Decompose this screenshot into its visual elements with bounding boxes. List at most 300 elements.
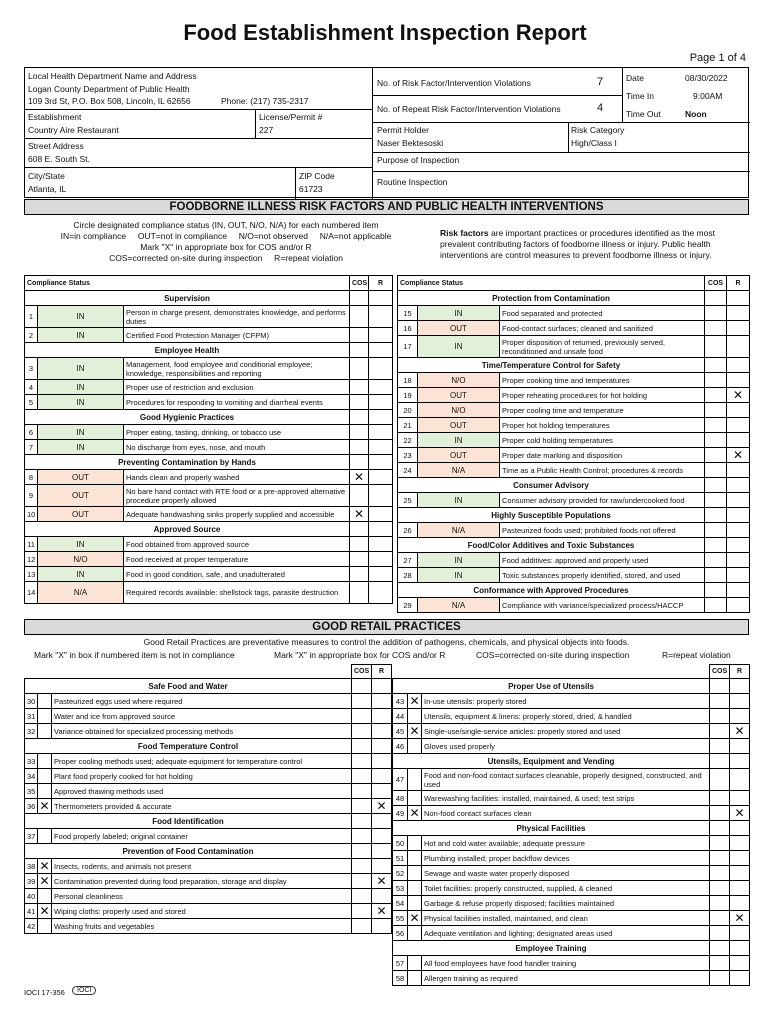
repeat-checkbox[interactable] xyxy=(369,328,393,343)
compliance-status[interactable]: N/O xyxy=(38,552,124,567)
item-number: 57 xyxy=(393,956,408,971)
repeat-checkbox[interactable] xyxy=(372,784,392,799)
cos-checkbox[interactable] xyxy=(710,739,730,754)
repeat-checkbox[interactable] xyxy=(369,582,393,604)
item-number: 22 xyxy=(398,433,418,448)
r-header: R xyxy=(369,276,393,291)
item-number: 25 xyxy=(398,493,418,508)
cos-header: COS xyxy=(710,665,730,679)
cos-checkbox[interactable] xyxy=(352,874,372,889)
repeat-checkbox[interactable] xyxy=(369,567,393,582)
repeat-checkbox[interactable] xyxy=(727,493,750,508)
item-number: 49 xyxy=(393,806,408,821)
compliance-status[interactable]: N/O xyxy=(418,403,500,418)
out-of-compliance-checkbox[interactable] xyxy=(408,739,422,754)
item-number: 8 xyxy=(25,470,38,485)
out-of-compliance-checkbox[interactable] xyxy=(408,851,422,866)
cos-checkbox[interactable] xyxy=(350,380,369,395)
r-header: R xyxy=(372,665,392,679)
item-number: 41 xyxy=(25,904,38,919)
item-description: Proper cooling methods used; adequate equipment for temperature control xyxy=(52,754,352,769)
cos-checkbox[interactable] xyxy=(352,754,372,769)
cos-checkbox[interactable] xyxy=(350,328,369,343)
repeat-checkbox[interactable] xyxy=(727,403,750,418)
repeat-checkbox[interactable] xyxy=(730,881,750,896)
repeat-checkbox[interactable] xyxy=(730,739,750,754)
compliance-status[interactable]: IN xyxy=(38,306,124,328)
cos-cell xyxy=(705,358,727,373)
repeat-checkbox[interactable] xyxy=(372,754,392,769)
repeat-checkbox[interactable] xyxy=(369,306,393,328)
cos-checkbox[interactable] xyxy=(350,425,369,440)
repeat-checkbox[interactable] xyxy=(730,769,750,791)
out-of-compliance-checkbox[interactable]: ✕ xyxy=(39,873,50,888)
cos-checkbox[interactable] xyxy=(710,866,730,881)
item-description: No discharge from eyes, nose, and mouth xyxy=(124,440,350,455)
repeat-checkbox[interactable] xyxy=(727,321,750,336)
section-heading: Preventing Contamination by Hands xyxy=(25,455,350,470)
out-of-compliance-checkbox[interactable]: ✕ xyxy=(39,798,50,813)
item-description: Person in charge present, demonstrates knowledge, and performs duties xyxy=(124,306,350,328)
section-heading: Good Hygienic Practices xyxy=(25,410,350,425)
cos-checkbox[interactable] xyxy=(710,724,730,739)
item-number: 56 xyxy=(393,926,408,941)
compliance-status[interactable]: N/A xyxy=(38,582,124,604)
zip-label: ZIP Code xyxy=(299,171,335,181)
item-number: 47 xyxy=(393,769,408,791)
cos-checkbox[interactable] xyxy=(710,709,730,724)
repeat-checkbox[interactable] xyxy=(372,919,392,934)
repeat-checkbox[interactable] xyxy=(730,836,750,851)
item-number: 28 xyxy=(398,568,418,583)
cos-checkbox[interactable] xyxy=(705,418,727,433)
cos-cell xyxy=(350,522,369,537)
out-of-compliance-checkbox[interactable] xyxy=(38,694,52,709)
compliance-status[interactable]: OUT xyxy=(418,388,500,403)
retail-left-table xyxy=(24,664,392,934)
time-in-label: Time In xyxy=(626,91,655,101)
item-number: 12 xyxy=(25,552,38,567)
out-of-compliance-checkbox[interactable] xyxy=(408,926,422,941)
r-cell xyxy=(372,739,392,754)
compliance-status[interactable]: OUT xyxy=(418,418,500,433)
risk-violations-label: No. of Risk Factor/Intervention Violations xyxy=(377,78,531,88)
compliance-status-header: Compliance Status xyxy=(398,276,705,291)
lhd-name: Logan County Department of Public Health xyxy=(28,84,190,94)
item-number: 15 xyxy=(398,306,418,321)
item-description: Allergen training as required xyxy=(422,971,710,986)
item-description: Proper cooking time and temperatures xyxy=(500,373,705,388)
repeat-checkbox[interactable] xyxy=(730,791,750,806)
repeat-checkbox[interactable]: ✕ xyxy=(730,911,750,926)
compliance-status[interactable]: IN xyxy=(418,336,500,358)
section-heading: Time/Temperature Control for Safety xyxy=(398,358,705,373)
item-description: Food additives: approved and properly used xyxy=(500,553,705,568)
item-number: 11 xyxy=(25,537,38,552)
repeat-checkbox[interactable]: ✕ xyxy=(727,388,750,403)
repeat-checkbox[interactable] xyxy=(372,829,392,844)
repeat-checkbox[interactable] xyxy=(372,694,392,709)
out-of-compliance-checkbox[interactable] xyxy=(38,709,52,724)
repeat-checkbox[interactable]: ✕ xyxy=(727,448,750,463)
out-of-compliance-checkbox[interactable] xyxy=(38,919,52,934)
repeat-checkbox[interactable]: ✕ xyxy=(372,874,392,889)
page-number: Page 1 of 4 xyxy=(689,52,746,64)
r-cell xyxy=(369,410,393,425)
r-cell xyxy=(369,291,393,306)
section-heading: Food/Color Additives and Toxic Substances xyxy=(398,538,705,553)
cos-checkbox[interactable] xyxy=(350,552,369,567)
section-heading: Highly Susceptible Populations xyxy=(398,508,705,523)
item-number: 50 xyxy=(393,836,408,851)
establishment-label: Establishment xyxy=(28,112,82,122)
compliance-status[interactable]: OUT xyxy=(418,321,500,336)
cos-header: COS xyxy=(350,276,369,291)
cos-checkbox[interactable]: ✕ xyxy=(350,507,369,522)
date-value: 08/30/2022 xyxy=(685,73,728,83)
intro-line-4: COS=corrected on-site during inspection R=repeat violation xyxy=(109,253,343,263)
out-of-compliance-checkbox[interactable] xyxy=(408,881,422,896)
cos-checkbox[interactable] xyxy=(710,769,730,791)
retail-intro-2c: COS=corrected on-site during inspection xyxy=(476,650,630,660)
repeat-checkbox[interactable] xyxy=(372,859,392,874)
cos-checkbox[interactable] xyxy=(710,896,730,911)
item-number: 32 xyxy=(25,724,38,739)
repeat-checkbox[interactable] xyxy=(727,306,750,321)
item-number: 1 xyxy=(25,306,38,328)
compliance-status[interactable]: N/A xyxy=(418,598,500,613)
repeat-checkbox[interactable] xyxy=(727,373,750,388)
repeat-checkbox[interactable] xyxy=(727,523,750,538)
repeat-checkbox[interactable] xyxy=(369,440,393,455)
item-number: 31 xyxy=(25,709,38,724)
cos-checkbox[interactable] xyxy=(705,336,727,358)
repeat-checkbox[interactable] xyxy=(369,470,393,485)
cos-cell xyxy=(710,821,730,836)
r-cell xyxy=(727,508,750,523)
repeat-checkbox[interactable] xyxy=(369,537,393,552)
compliance-status[interactable]: OUT xyxy=(38,485,124,507)
cos-checkbox[interactable] xyxy=(705,523,727,538)
compliance-status[interactable]: IN xyxy=(418,433,500,448)
repeat-checkbox[interactable] xyxy=(372,889,392,904)
compliance-status[interactable]: OUT xyxy=(418,448,500,463)
cos-checkbox[interactable] xyxy=(705,388,727,403)
repeat-checkbox[interactable] xyxy=(727,598,750,613)
repeat-checkbox[interactable] xyxy=(369,552,393,567)
cos-cell xyxy=(350,291,369,306)
cos-checkbox[interactable] xyxy=(710,971,730,986)
repeat-checkbox[interactable] xyxy=(727,463,750,478)
foodborne-right-table xyxy=(397,275,750,613)
compliance-status[interactable]: OUT xyxy=(38,470,124,485)
compliance-status[interactable]: N/A xyxy=(418,523,500,538)
out-of-compliance-checkbox[interactable] xyxy=(38,724,52,739)
compliance-status[interactable]: IN xyxy=(38,537,124,552)
item-description: Thermometers provided & accurate xyxy=(52,799,352,814)
out-of-compliance-checkbox[interactable]: ✕ xyxy=(409,805,420,820)
repeat-checkbox[interactable] xyxy=(369,485,393,507)
compliance-status[interactable]: IN xyxy=(38,425,124,440)
cos-checkbox[interactable] xyxy=(710,881,730,896)
lhd-address: 109 3rd St, P.O. Box 508, Lincoln, IL 62656 xyxy=(28,96,191,106)
retail-intro-2a: Mark "X" in box if numbered item is not in compliance xyxy=(34,650,235,660)
intro-line-3: Mark "X" in appropriate box for COS and/or R xyxy=(140,242,312,252)
r-cell xyxy=(369,522,393,537)
item-number: 42 xyxy=(25,919,38,934)
intro-line-2: IN=in compliance OUT=not in compliance N/O=not observed N/A=not applicable xyxy=(60,231,392,241)
cos-checkbox[interactable] xyxy=(352,709,372,724)
repeat-checkbox[interactable]: ✕ xyxy=(372,904,392,919)
out-of-compliance-checkbox[interactable] xyxy=(408,896,422,911)
r-cell xyxy=(372,844,392,859)
cos-checkbox[interactable] xyxy=(705,306,727,321)
cos-checkbox[interactable] xyxy=(710,926,730,941)
lhd-phone: Phone: (217) 735-2317 xyxy=(221,96,309,106)
repeat-checkbox[interactable] xyxy=(730,709,750,724)
item-description: Contamination prevented during food preparation, storage and display xyxy=(52,874,352,889)
repeat-checkbox[interactable] xyxy=(372,769,392,784)
out-of-compliance-checkbox[interactable] xyxy=(38,889,52,904)
repeat-checkbox[interactable] xyxy=(369,425,393,440)
city-label: City/State xyxy=(28,171,65,181)
section-heading: Proper Use of Utensils xyxy=(393,679,710,694)
cos-checkbox[interactable] xyxy=(352,889,372,904)
item-description: Hands clean and properly washed xyxy=(124,470,350,485)
r-cell xyxy=(372,814,392,829)
cos-checkbox[interactable] xyxy=(350,358,369,380)
compliance-status[interactable]: IN xyxy=(38,380,124,395)
item-description: Proper eating, tasting, drinking, or tobacco use xyxy=(124,425,350,440)
item-number: 13 xyxy=(25,567,38,582)
zip-value: 61723 xyxy=(299,184,323,194)
cos-checkbox[interactable] xyxy=(705,568,727,583)
cos-checkbox[interactable] xyxy=(352,904,372,919)
out-of-compliance-checkbox[interactable]: ✕ xyxy=(39,903,50,918)
out-of-compliance-checkbox[interactable] xyxy=(38,769,52,784)
cos-checkbox[interactable] xyxy=(710,791,730,806)
cos-checkbox[interactable] xyxy=(350,440,369,455)
item-number: 20 xyxy=(398,403,418,418)
cos-checkbox[interactable] xyxy=(350,582,369,604)
retail-band: GOOD RETAIL PRACTICES xyxy=(24,619,749,635)
cos-cell xyxy=(352,844,372,859)
item-description: Required records available: shellstock tags, parasite destruction xyxy=(124,582,350,604)
item-description: Certified Food Protection Manager (CFPM) xyxy=(124,328,350,343)
item-description: Food and non-food contact surfaces cleanable, properly designed, constructed, and used xyxy=(422,769,710,791)
item-number: 29 xyxy=(398,598,418,613)
compliance-status[interactable]: OUT xyxy=(38,507,124,522)
compliance-status[interactable]: IN xyxy=(418,568,500,583)
r-header: R xyxy=(730,665,750,679)
item-description: Compliance with variance/specialized process/HACCP xyxy=(500,598,705,613)
item-number: 45 xyxy=(393,724,408,739)
cos-checkbox[interactable] xyxy=(705,321,727,336)
item-number: 48 xyxy=(393,791,408,806)
report-header xyxy=(24,67,749,198)
cos-checkbox[interactable] xyxy=(352,784,372,799)
cos-checkbox[interactable] xyxy=(352,919,372,934)
city-value: Atlanta, IL xyxy=(28,184,67,194)
item-description: Water and ice from approved source xyxy=(52,709,352,724)
repeat-checkbox[interactable] xyxy=(730,866,750,881)
compliance-status[interactable]: IN xyxy=(38,395,124,410)
cos-cell xyxy=(705,538,727,553)
compliance-status[interactable]: IN xyxy=(38,567,124,582)
out-of-compliance-checkbox[interactable] xyxy=(408,866,422,881)
item-number: 36 xyxy=(25,799,38,814)
item-number: 34 xyxy=(25,769,38,784)
repeat-checkbox[interactable] xyxy=(369,358,393,380)
cos-checkbox[interactable] xyxy=(350,537,369,552)
r-cell xyxy=(730,941,750,956)
item-description: Adequate ventilation and lighting; designated areas used xyxy=(422,926,710,941)
repeat-checkbox[interactable] xyxy=(727,553,750,568)
item-description: Plant food properly cooked for hot holding xyxy=(52,769,352,784)
out-of-compliance-checkbox[interactable] xyxy=(408,769,422,791)
cos-checkbox[interactable] xyxy=(710,836,730,851)
repeat-checkbox[interactable] xyxy=(727,568,750,583)
out-of-compliance-checkbox[interactable] xyxy=(408,971,422,986)
repeat-checkbox[interactable] xyxy=(727,336,750,358)
item-number: 52 xyxy=(393,866,408,881)
cos-cell xyxy=(352,814,372,829)
risk-violations-value: 7 xyxy=(597,76,604,88)
cos-checkbox[interactable] xyxy=(710,851,730,866)
item-description: Procedures for responding to vomiting and diarrheal events xyxy=(124,395,350,410)
holder-label: Permit Holder xyxy=(377,125,429,135)
section-heading: Physical Facilities xyxy=(393,821,710,836)
compliance-status[interactable]: IN xyxy=(418,553,500,568)
item-description: Food in good condition, safe, and unadulterated xyxy=(124,567,350,582)
item-description: Management, food employee and conditional employee; knowledge, responsibilities and reporting xyxy=(124,358,350,380)
repeat-checkbox[interactable] xyxy=(369,380,393,395)
cos-checkbox[interactable]: ✕ xyxy=(350,470,369,485)
repeat-checkbox[interactable] xyxy=(727,418,750,433)
section-heading: Conformance with Approved Procedures xyxy=(398,583,705,598)
cos-checkbox[interactable] xyxy=(350,567,369,582)
item-number: 17 xyxy=(398,336,418,358)
cos-cell xyxy=(350,455,369,470)
repeat-violations-value: 4 xyxy=(597,102,604,114)
compliance-status[interactable]: IN xyxy=(38,328,124,343)
compliance-status[interactable]: IN xyxy=(38,358,124,380)
repeat-checkbox[interactable] xyxy=(372,709,392,724)
repeat-checkbox[interactable]: ✕ xyxy=(372,799,392,814)
out-of-compliance-checkbox[interactable]: ✕ xyxy=(409,910,420,925)
out-of-compliance-checkbox[interactable] xyxy=(408,956,422,971)
cos-checkbox[interactable] xyxy=(352,694,372,709)
out-of-compliance-checkbox[interactable] xyxy=(408,709,422,724)
compliance-status[interactable]: IN xyxy=(418,493,500,508)
time-out-value: Noon xyxy=(685,109,707,119)
cos-checkbox[interactable] xyxy=(705,463,727,478)
foodborne-instructions xyxy=(26,220,426,264)
repeat-checkbox[interactable] xyxy=(369,507,393,522)
out-of-compliance-checkbox[interactable] xyxy=(408,791,422,806)
repeat-checkbox[interactable]: ✕ xyxy=(730,806,750,821)
cos-checkbox[interactable] xyxy=(710,956,730,971)
item-description: Physical facilities installed, maintained, and clean xyxy=(422,911,710,926)
cos-checkbox[interactable] xyxy=(350,485,369,507)
item-description: In-use utensils: properly stored xyxy=(422,694,710,709)
cos-checkbox[interactable] xyxy=(352,859,372,874)
cos-checkbox[interactable] xyxy=(705,373,727,388)
item-description: Plumbing installed; proper backflow devices xyxy=(422,851,710,866)
license-label: License/Permit # xyxy=(259,112,323,122)
compliance-status[interactable]: IN xyxy=(38,440,124,455)
repeat-checkbox[interactable] xyxy=(372,724,392,739)
section-heading: Employee Health xyxy=(25,343,350,358)
item-number: 2 xyxy=(25,328,38,343)
cos-checkbox[interactable] xyxy=(350,395,369,410)
repeat-checkbox[interactable] xyxy=(730,956,750,971)
cos-checkbox[interactable] xyxy=(705,493,727,508)
item-number: 35 xyxy=(25,784,38,799)
cos-checkbox[interactable] xyxy=(352,799,372,814)
cos-checkbox[interactable] xyxy=(710,806,730,821)
cos-checkbox[interactable] xyxy=(705,433,727,448)
item-description: Insects, rodents, and animals not present xyxy=(52,859,352,874)
cos-checkbox[interactable] xyxy=(705,553,727,568)
repeat-checkbox[interactable] xyxy=(730,851,750,866)
cos-checkbox[interactable] xyxy=(350,306,369,328)
repeat-checkbox[interactable] xyxy=(730,926,750,941)
cos-checkbox[interactable] xyxy=(352,769,372,784)
section-heading: Food Identification xyxy=(25,814,352,829)
out-of-compliance-checkbox[interactable] xyxy=(38,784,52,799)
repeat-checkbox[interactable] xyxy=(730,694,750,709)
cos-cell xyxy=(710,941,730,956)
out-of-compliance-checkbox[interactable] xyxy=(408,836,422,851)
cos-cell xyxy=(352,739,372,754)
cos-checkbox[interactable] xyxy=(710,911,730,926)
out-of-compliance-checkbox[interactable] xyxy=(38,754,52,769)
item-number: 38 xyxy=(25,859,38,874)
out-of-compliance-checkbox[interactable] xyxy=(38,829,52,844)
compliance-status[interactable]: IN xyxy=(418,306,500,321)
repeat-checkbox[interactable] xyxy=(730,896,750,911)
street-label: Street Address xyxy=(28,141,84,151)
out-of-compliance-checkbox[interactable]: ✕ xyxy=(409,723,420,738)
item-description: Garbage & refuse properly disposed; facilities maintained xyxy=(422,896,710,911)
item-number: 5 xyxy=(25,395,38,410)
cos-checkbox[interactable] xyxy=(705,448,727,463)
purpose-label: Purpose of Inspection xyxy=(377,155,460,165)
cos-checkbox[interactable] xyxy=(352,829,372,844)
repeat-checkbox[interactable]: ✕ xyxy=(730,724,750,739)
cos-checkbox[interactable] xyxy=(705,598,727,613)
out-of-compliance-checkbox[interactable]: ✕ xyxy=(409,693,420,708)
repeat-checkbox[interactable] xyxy=(730,971,750,986)
repeat-checkbox[interactable] xyxy=(369,395,393,410)
cos-cell xyxy=(350,410,369,425)
compliance-status[interactable]: N/A xyxy=(418,463,500,478)
retail-right-table xyxy=(392,664,750,986)
time-in-value: 9:00AM xyxy=(693,91,723,101)
cos-checkbox[interactable] xyxy=(705,403,727,418)
item-number: 18 xyxy=(398,373,418,388)
compliance-status[interactable]: N/O xyxy=(418,373,500,388)
cos-checkbox[interactable] xyxy=(710,694,730,709)
item-description: Proper cold holding temperatures xyxy=(500,433,705,448)
item-description: Sewage and waste water properly disposed xyxy=(422,866,710,881)
out-of-compliance-checkbox[interactable]: ✕ xyxy=(39,858,50,873)
risk-category-value: High/Class I xyxy=(571,138,617,148)
repeat-checkbox[interactable] xyxy=(727,433,750,448)
cos-checkbox[interactable] xyxy=(352,724,372,739)
license-value: 227 xyxy=(259,125,274,135)
